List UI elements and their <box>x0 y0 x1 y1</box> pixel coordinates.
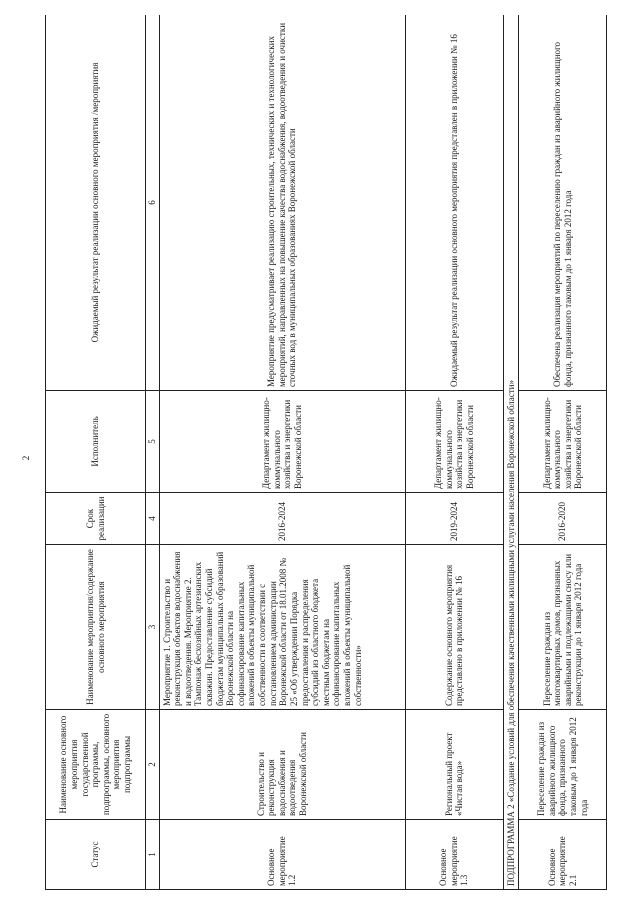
row-period: 2019-2024 <box>405 493 503 545</box>
header-result: Ожидаемый результат реализации основного мероприятия /мероприятия <box>46 15 146 391</box>
rotated-table-frame <box>45 15 640 890</box>
row-result: Обеспечена реализация мероприятий по переселению граждан из аварийного жилищного фонда, признанного таковым до 1 января 2012 года <box>519 15 607 391</box>
measures-table <box>45 15 607 890</box>
row-content: Содержание основного мероприятия представлено в приложении № 16 <box>405 545 503 710</box>
table-row <box>405 15 503 890</box>
column-number-row <box>146 15 160 890</box>
row-result: Ожидаемый результат реализации основного мероприятия представлен в приложении № 16 <box>405 15 503 391</box>
page-number: 2 <box>21 455 31 461</box>
row-status: Основное мероприятие 1.2 <box>159 820 405 890</box>
column-number: 6 <box>146 15 160 391</box>
row-executor: Департамент жилищно-коммунального хозяйства и энергетики Воронежской области <box>159 391 405 493</box>
column-number: 3 <box>146 545 160 710</box>
column-number: 2 <box>146 710 160 820</box>
row-program-name: Строительство и реконструкция водоснабжения и водоотведения Воронежской области <box>159 710 405 820</box>
subprogram-heading: ПОДПРОГРАММА 2 «Создание условий для обеспечения качественными жилищными услугами населения Воронежской области» <box>503 15 519 890</box>
header-status: Статус <box>46 820 146 890</box>
row-program-name: Региональный проект «Чистая вода» <box>405 710 503 820</box>
table-row <box>159 15 405 890</box>
header-period: Срок реализации <box>46 493 146 545</box>
subprogram-row <box>503 15 519 890</box>
column-number: 4 <box>146 493 160 545</box>
row-executor: Департамент жилищно-коммунального хозяйства и энергетики Воронежской области <box>405 391 503 493</box>
row-status: Основное мероприятие 1.3 <box>405 820 503 890</box>
header-program-name: Наименование основного мероприятия государственной программы, подпрограммы, основного мероприятия подпрограммы <box>46 710 146 820</box>
row-program-name: Переселение граждан из аварийного жилищного фонда, признанного таковым до 1 января 2012 года <box>519 710 607 820</box>
row-result: Мероприятие предусматривает реализацию строительных, технических и технологических мероприятий, направленных на повышение качества водоснабжения, водоотведения и очистки сточных вод в муниципальных образованиях Воронежской области <box>159 15 405 391</box>
column-number: 5 <box>146 391 160 493</box>
landscape-table-wrapper <box>45 15 640 890</box>
header-executor: Исполнитель <box>46 391 146 493</box>
header-row <box>46 15 146 890</box>
row-status: Основное мероприятие 2.1 <box>519 820 607 890</box>
header-content: Наименование мероприятия/содержание основного мероприятия <box>46 545 146 710</box>
row-period: 2016-2020 <box>519 493 607 545</box>
table-row <box>519 15 607 890</box>
row-executor: Департамент жилищно-коммунального хозяйства и энергетики Воронежской области <box>519 391 607 493</box>
column-number: 1 <box>146 820 160 890</box>
row-content: Переселение граждан из многоквартирных домов, признанных аварийными и подлежащими сносу или реконструкции до 1 января 2012 года <box>519 545 607 710</box>
row-period: 2016-2024 <box>159 493 405 545</box>
row-content: Мероприятие 1. Строительство и реконструкция объектов водоснабжения и водоотведения. Мероприятие 2. Тампонаж бесхозяйных артезианских скважин. Предоставление субсидий бюджетам муниципальных образований Воронежской области на софинансирование капитальных вложений в объекты муниципальной собственности в соответствии с постановлением администрации Воронежской области от 18.01.2008 № 25 «Об утверждении Порядка предоставления и распределения субсидий из областного бюджета местным бюджетам на софинансирование капитальных вложений в объекты муниципальной собственности» <box>159 545 405 710</box>
